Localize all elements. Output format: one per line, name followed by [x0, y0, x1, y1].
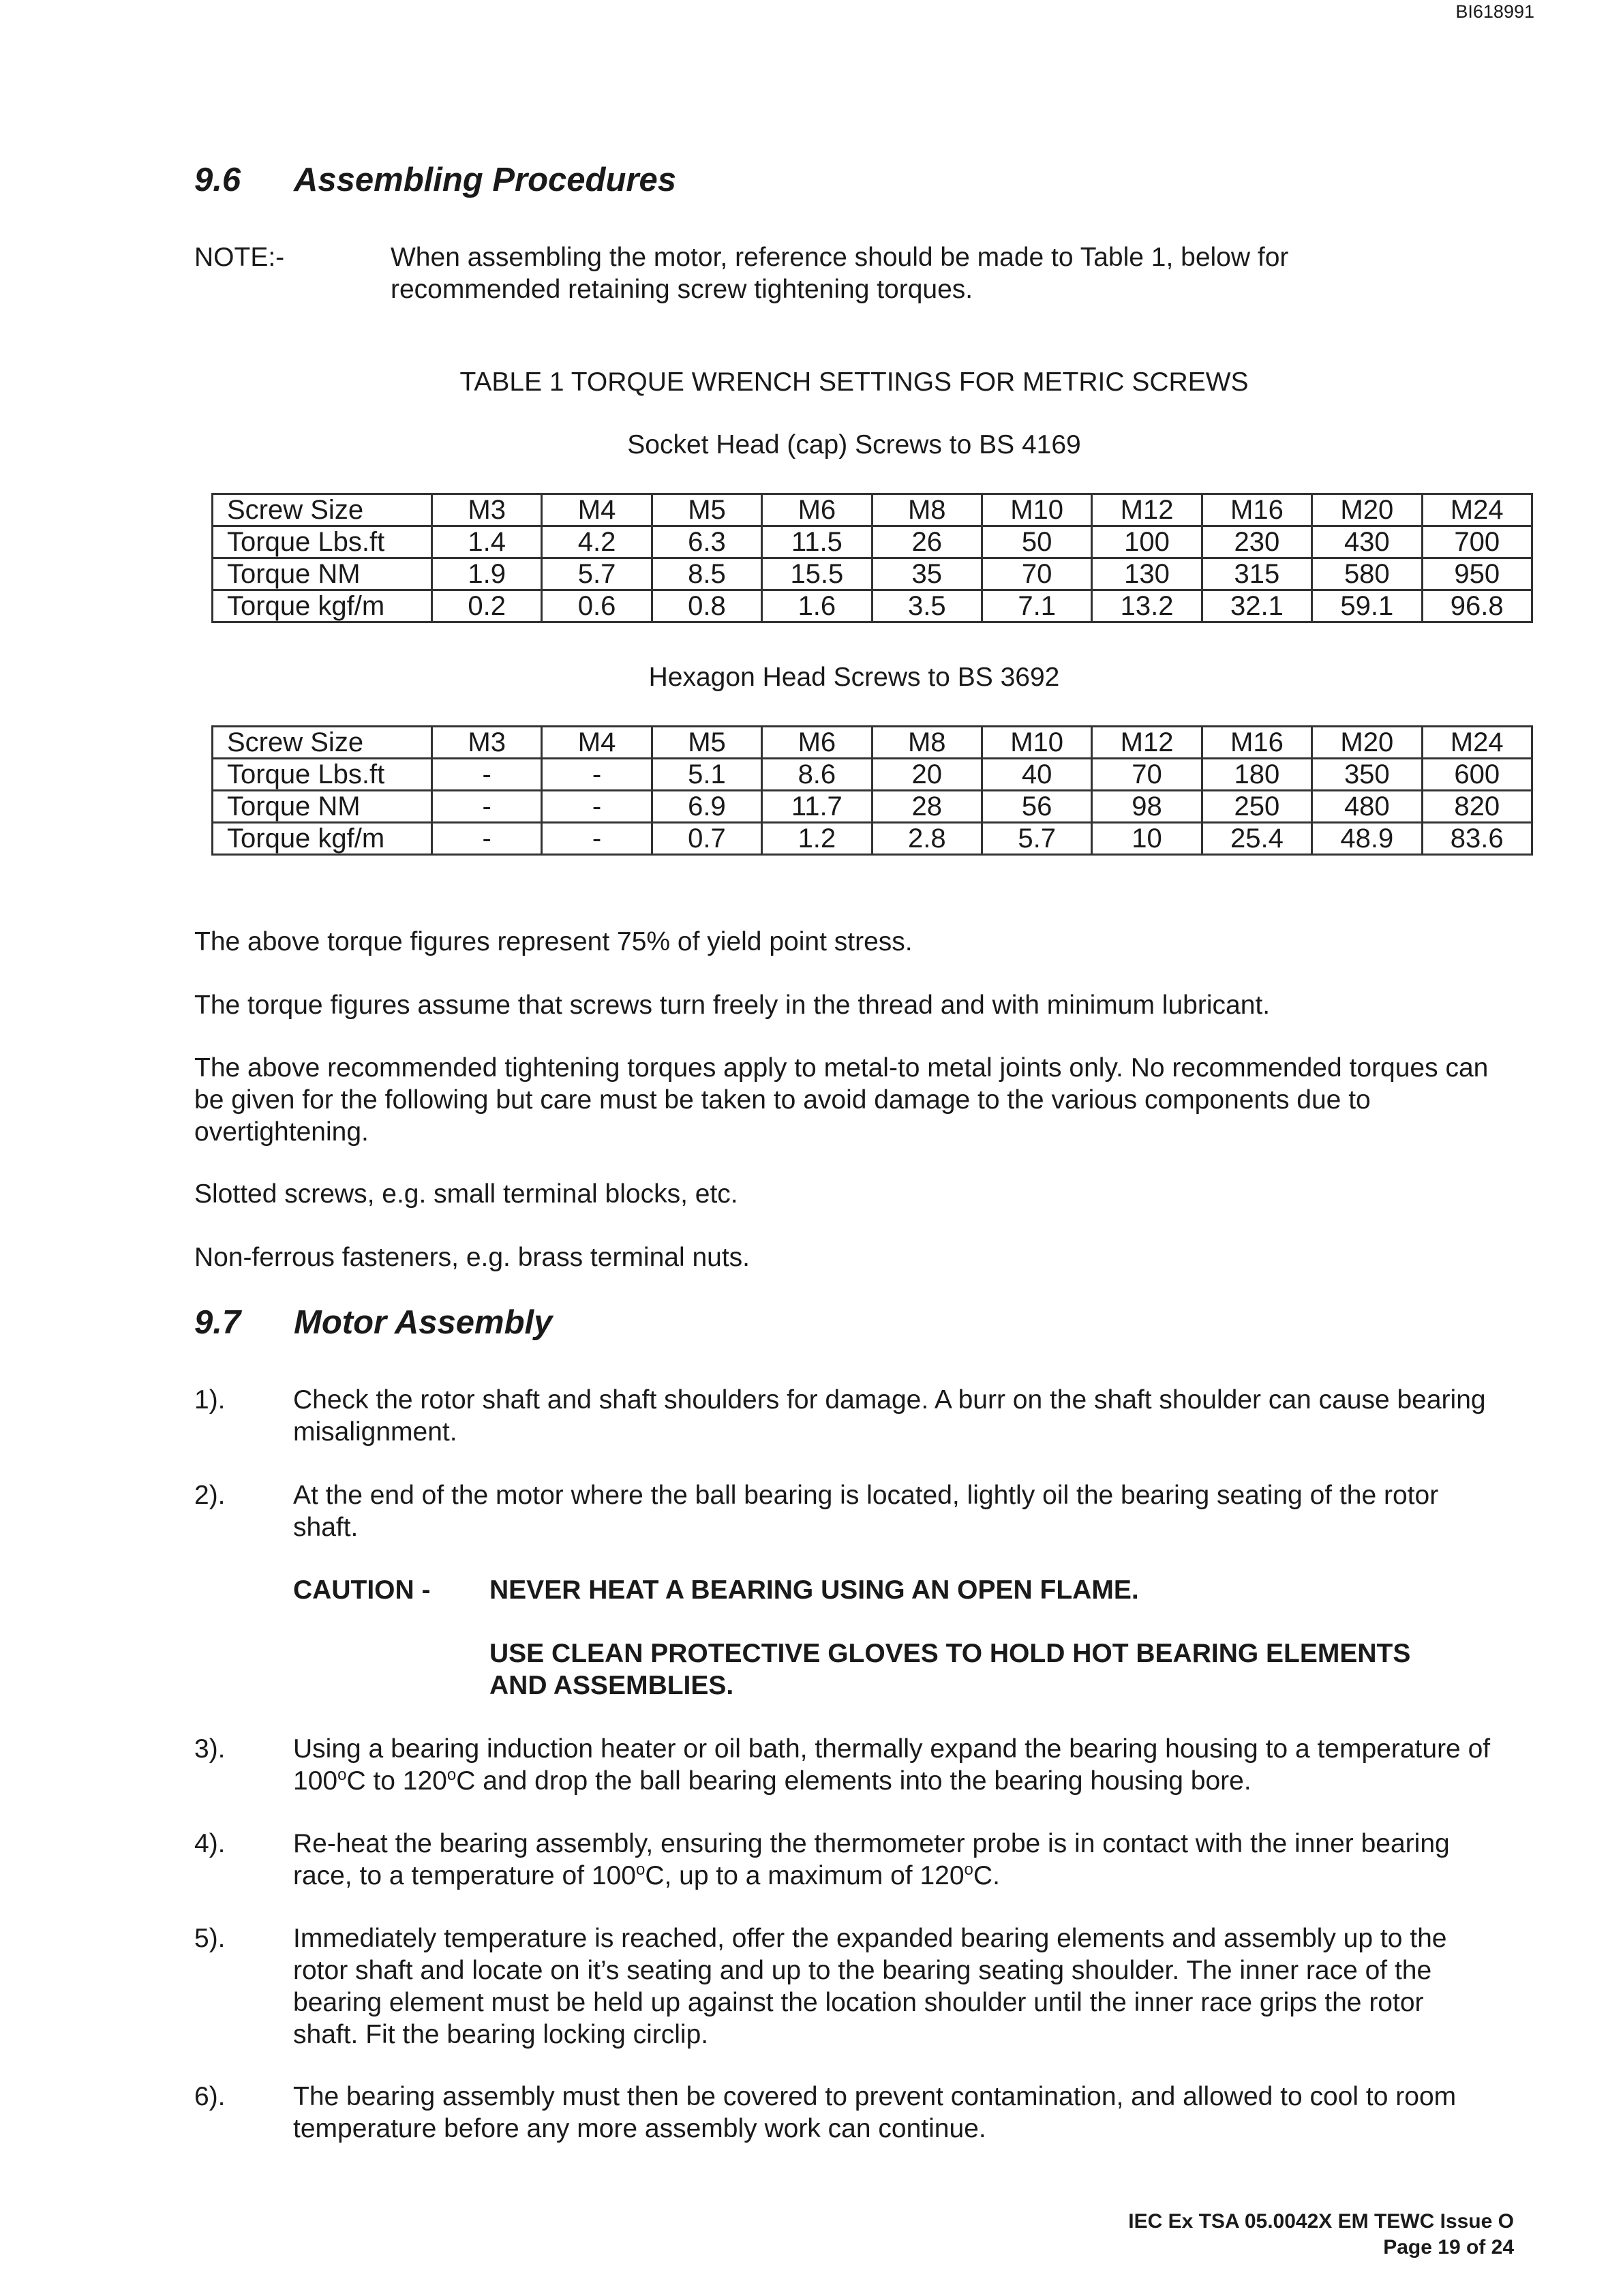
table-cell: M4	[542, 494, 652, 526]
table-cell: 2.8	[872, 823, 982, 855]
table-cell: 820	[1422, 791, 1532, 823]
table-cell: 1.2	[762, 823, 872, 855]
table-cell: 1.4	[432, 526, 542, 558]
document-id: BI618991	[1455, 1, 1534, 22]
note-label: NOTE:-	[194, 243, 285, 272]
section-number: 9.7	[194, 1304, 241, 1341]
table-cell: M20	[1312, 494, 1422, 526]
table-cell: 4.2	[542, 526, 652, 558]
table-cell: M12	[1092, 727, 1202, 759]
caution-line-gloves: USE CLEAN PROTECTIVE GLOVES TO HOLD HOT BEARING ELEMENTS AND ASSEMBLIES.	[489, 1639, 1411, 1700]
table-cell: 250	[1202, 791, 1311, 823]
table-cell: 70	[1092, 759, 1202, 791]
table-row	[213, 727, 1532, 759]
footer	[1128, 2209, 1514, 2261]
row-label-cell: Torque Lbs.ft	[213, 759, 432, 791]
table-cell: -	[432, 823, 542, 855]
table-cell: M6	[762, 727, 872, 759]
step-text: Check the rotor shaft and shaft shoulders for damage. A burr on the shaft shoulder can cause bearing misalignment.	[293, 1385, 1486, 1447]
table-cell: 230	[1202, 526, 1311, 558]
table-cell: 70	[982, 558, 1091, 590]
table-cell: M24	[1422, 494, 1532, 526]
table-cell: -	[432, 791, 542, 823]
table-cell: 26	[872, 526, 982, 558]
table-cell: -	[432, 759, 542, 791]
socket-table-caption: Socket Head (cap) Screws to BS 4169	[627, 430, 1081, 459]
section-heading-9-7	[194, 1303, 1012, 1344]
table-cell: 350	[1312, 759, 1422, 791]
table-cell: 8.5	[652, 558, 761, 590]
table-cell: 98	[1092, 791, 1202, 823]
table-cell: 700	[1422, 526, 1532, 558]
table-cell: 32.1	[1202, 590, 1311, 622]
table-cell: M3	[432, 727, 542, 759]
table-cell: 96.8	[1422, 590, 1532, 622]
socket-head-torque-table	[211, 493, 1533, 623]
table-cell: M4	[542, 727, 652, 759]
table-cell: 83.6	[1422, 823, 1532, 855]
row-label-cell: Screw Size	[213, 727, 432, 759]
row-label-cell: Torque kgf/m	[213, 823, 432, 855]
caution-line-flame: NEVER HEAT A BEARING USING AN OPEN FLAME.	[489, 1575, 1139, 1605]
section-title: Assembling Procedures	[294, 162, 676, 198]
paragraph-lubricant: The torque figures assume that screws turn freely in the thread and with minimum lubricant.	[194, 991, 1271, 1020]
table-cell: 600	[1422, 759, 1532, 791]
table-cell: 0.7	[652, 823, 761, 855]
step-number: 1).	[194, 1385, 226, 1415]
table-cell: -	[542, 791, 652, 823]
table-cell: M20	[1312, 727, 1422, 759]
table-cell: 25.4	[1202, 823, 1311, 855]
table-cell: 13.2	[1092, 590, 1202, 622]
paragraph-yield-stress: The above torque figures represent 75% of yield point stress.	[194, 927, 913, 956]
table-cell: M8	[872, 494, 982, 526]
step-text: Re-heat the bearing assembly, ensuring the thermometer probe is in contact with the inner bearing race, to a temperature of 100$^o$C, up to a maximum of 120$^o$C.	[293, 1829, 1450, 1890]
table-row	[213, 791, 1532, 823]
table-row	[213, 558, 1532, 590]
table-cell: 15.5	[762, 558, 872, 590]
step-number: 5).	[194, 1924, 226, 1953]
step-number: 2).	[194, 1481, 226, 1510]
section-title: Motor Assembly	[294, 1304, 553, 1341]
paragraph-metal-joints: The above recommended tightening torques apply to metal-to metal joints only. No recommended torques can be given for the following but care must be taken to avoid damage to the various components due to overtightening.	[194, 1053, 1489, 1147]
table-row	[213, 759, 1532, 791]
hex-table-caption: Hexagon Head Screws to BS 3692	[648, 663, 1060, 692]
table-cell: M10	[982, 494, 1091, 526]
table-cell: 315	[1202, 558, 1311, 590]
paragraph-slotted-screws: Slotted screws, e.g. small terminal blocks, etc.	[194, 1179, 738, 1209]
table-title: TABLE 1 TORQUE WRENCH SETTINGS FOR METRIC SCREWS	[459, 367, 1249, 397]
section-heading-9-6	[194, 161, 1012, 202]
row-label-cell: Torque kgf/m	[213, 590, 432, 622]
table-cell: 130	[1092, 558, 1202, 590]
step-text: Immediately temperature is reached, offer the expanded bearing elements and assembly up to the rotor shaft and locate on it’s seating and up to the bearing seating shoulder. The inner race of the bearing element must be held up against the location shoulder until the inner race grips the rotor shaft. Fit the bearing locking circlip.	[293, 1924, 1447, 2049]
table-cell: M12	[1092, 494, 1202, 526]
table-cell: 0.2	[432, 590, 542, 622]
table-cell: 430	[1312, 526, 1422, 558]
table-cell: 3.5	[872, 590, 982, 622]
step-number: 6).	[194, 2082, 226, 2111]
table-row	[213, 590, 1532, 622]
table-cell: 6.9	[652, 791, 761, 823]
row-label-cell: Torque NM	[213, 558, 432, 590]
table-cell: 56	[982, 791, 1091, 823]
table-row	[213, 526, 1532, 558]
table-cell: M10	[982, 727, 1091, 759]
table-cell: M16	[1202, 494, 1311, 526]
table-cell: M6	[762, 494, 872, 526]
table-cell: 480	[1312, 791, 1422, 823]
table-cell: 5.7	[982, 823, 1091, 855]
row-label-cell: Torque NM	[213, 791, 432, 823]
step-number: 4).	[194, 1829, 226, 1858]
step-number: 3).	[194, 1734, 226, 1764]
table-cell: -	[542, 759, 652, 791]
paragraph-non-ferrous: Non-ferrous fasteners, e.g. brass terminal nuts.	[194, 1243, 750, 1272]
table-cell: 950	[1422, 558, 1532, 590]
table-cell: M3	[432, 494, 542, 526]
row-label-cell: Torque Lbs.ft	[213, 526, 432, 558]
row-label-cell: Screw Size	[213, 494, 432, 526]
table-cell: 28	[872, 791, 982, 823]
table-cell: M5	[652, 494, 761, 526]
table-cell: 7.1	[982, 590, 1091, 622]
table-cell: 20	[872, 759, 982, 791]
table-cell: 1.9	[432, 558, 542, 590]
table-cell: 35	[872, 558, 982, 590]
table-cell: -	[542, 823, 652, 855]
table-cell: 6.3	[652, 526, 761, 558]
table-cell: 40	[982, 759, 1091, 791]
table-cell: M5	[652, 727, 761, 759]
table-row	[213, 494, 1532, 526]
step-text: At the end of the motor where the ball bearing is located, lightly oil the bearing seating of the rotor shaft.	[293, 1481, 1439, 1542]
table-cell: M24	[1422, 727, 1532, 759]
step-text: Using a bearing induction heater or oil bath, thermally expand the bearing housing to a temperature of 100$^o$C to 120$^o$C and drop the ball bearing elements into the bearing housing bore.	[293, 1734, 1491, 1796]
table-cell: 11.5	[762, 526, 872, 558]
table-cell: 50	[982, 526, 1091, 558]
footer-doc-ref: IEC Ex TSA 05.0042X EM TEWC Issue O	[1128, 2210, 1514, 2233]
note-text: When assembling the motor, reference should be made to Table 1, below for recommended retaining screw tightening torques.	[391, 243, 1289, 304]
caution-label: CAUTION -	[293, 1575, 431, 1605]
section-number: 9.6	[194, 162, 241, 198]
table-cell: 180	[1202, 759, 1311, 791]
table-cell: M16	[1202, 727, 1311, 759]
table-cell: 8.6	[762, 759, 872, 791]
table-cell: 0.8	[652, 590, 761, 622]
table-cell: 11.7	[762, 791, 872, 823]
table-cell: 1.6	[762, 590, 872, 622]
step-text: The bearing assembly must then be covered to prevent contamination, and allowed to cool to room temperature before any more assembly work can continue.	[293, 2082, 1457, 2143]
hex-head-torque-table	[211, 725, 1533, 856]
table-cell: 10	[1092, 823, 1202, 855]
footer-page-number: Page 19 of 24	[1383, 2236, 1514, 2259]
table-cell: 5.1	[652, 759, 761, 791]
table-cell: M8	[872, 727, 982, 759]
table-cell: 100	[1092, 526, 1202, 558]
table-cell: 59.1	[1312, 590, 1422, 622]
table-cell: 48.9	[1312, 823, 1422, 855]
table-cell: 580	[1312, 558, 1422, 590]
table-cell: 5.7	[542, 558, 652, 590]
table-cell: 0.6	[542, 590, 652, 622]
table-row	[213, 823, 1532, 855]
